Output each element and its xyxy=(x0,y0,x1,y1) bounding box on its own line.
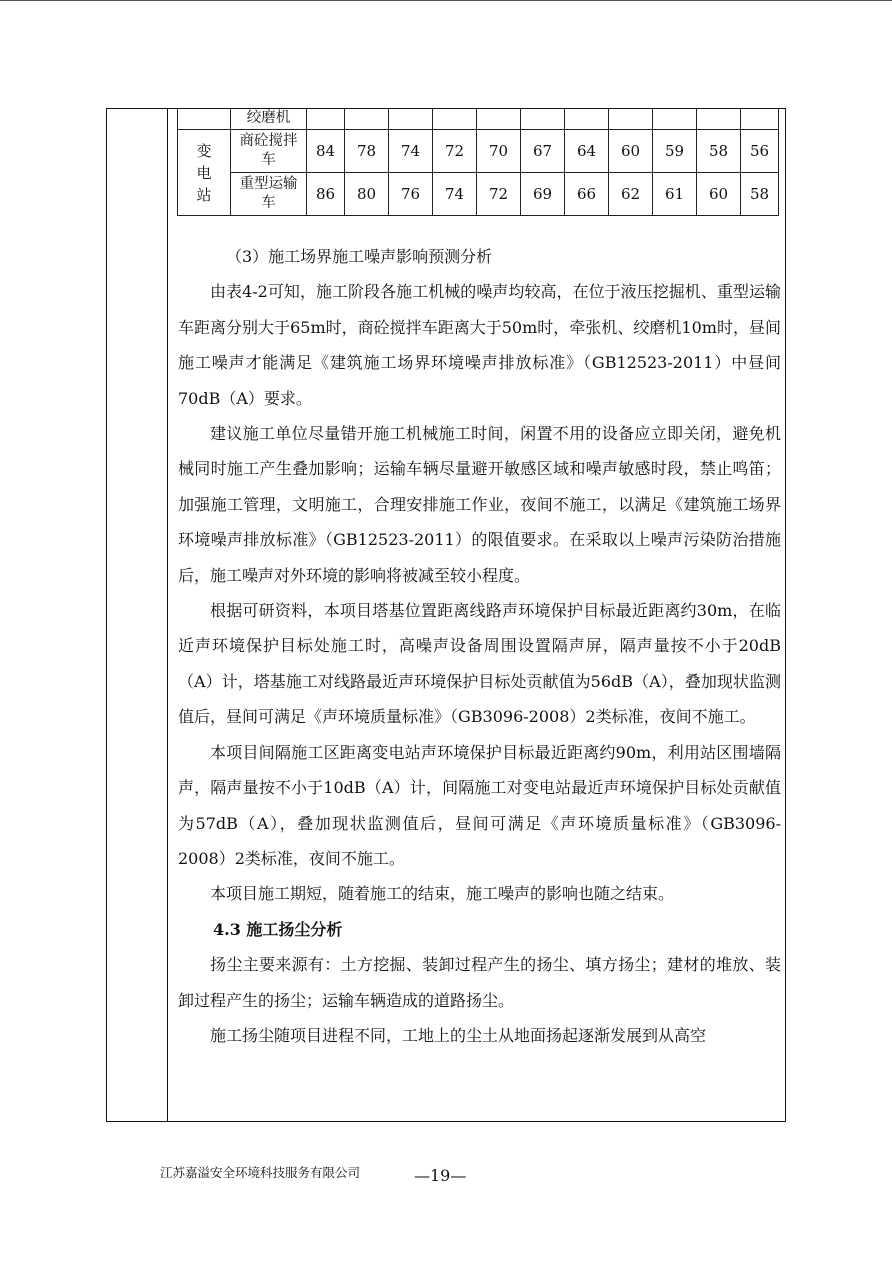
equipment-name: 重型运输车 xyxy=(231,173,307,216)
table-cell xyxy=(477,108,521,130)
paragraph: 根据可研资料，本项目塔基位置距离线路声环境保护目标最近距离约30m，在临近声环境保护目标处施工时，高噪声设备周围设置隔声屏，隔声量按不小于20dB（A）计，塔基施工对线路最近声环境保护目标处贡献值为56dB（A），叠加现状监测值后，昼间可满足《声环境质量标准》（GB3096-2008）2类标准，夜间不施工。 xyxy=(178,601,781,727)
equipment-name: 商砼搅拌车 xyxy=(231,130,307,173)
table-cell xyxy=(178,108,231,130)
noise-value: 61 xyxy=(653,173,697,216)
noise-value: 62 xyxy=(609,173,653,216)
paragraph: 扬尘主要来源有：土方挖掘、装卸过程产生的扬尘、填方扬尘；建材的堆放、装卸过程产生的扬尘；运输车辆造成的道路扬尘。 xyxy=(178,955,781,1010)
noise-value: 84 xyxy=(307,130,345,173)
noise-value: 76 xyxy=(389,173,433,216)
table-row xyxy=(178,173,779,216)
equipment-name: 绞磨机 xyxy=(231,108,307,130)
noise-value: 66 xyxy=(565,173,609,216)
noise-value: 86 xyxy=(307,173,345,216)
noise-value: 72 xyxy=(433,130,477,173)
noise-value: 60 xyxy=(697,173,741,216)
noise-value: 70 xyxy=(477,130,521,173)
noise-value: 69 xyxy=(521,173,565,216)
noise-value: 80 xyxy=(345,173,389,216)
paragraph: 本项目施工期短，随着施工的结束，施工噪声的影响也随之结束。 xyxy=(210,884,675,904)
noise-value: 74 xyxy=(389,130,433,173)
body-text xyxy=(178,239,781,1053)
paragraph: 本项目间隔施工区距离变电站声环境保护目标最近距离约90m，利用站区围墙隔声，隔声量按不小于10dB（A）计，间隔施工对变电站最近声环境保护目标处贡献值为57dB（A），叠加现状监测值后，昼间可满足《声环境质量标准》（GB3096-2008）2类标准，夜间不施工。 xyxy=(178,742,781,868)
noise-value: 60 xyxy=(609,130,653,173)
paragraph: 由表4-2可知，施工阶段各施工机械的噪声均较高，在位于液压挖掘机、重型运输车距离分别大于65m时，商砼搅拌车距离大于50m时，牵张机、绞磨机10m时，昼间施工噪声才能满足《建筑施工场界环境噪声排放标准》（GB12523-2011）中昼间70dB（A）要求。 xyxy=(178,282,781,408)
noise-value: 58 xyxy=(697,130,741,173)
footer-company: 江苏嘉溢安全环境科技服务有限公司 xyxy=(160,1165,361,1180)
table-cell xyxy=(697,108,741,130)
paragraph: 施工扬尘随项目进程不同，工地上的尘土从地面扬起逐渐发展到从高空 xyxy=(210,1025,707,1045)
noise-value: 59 xyxy=(653,130,697,173)
table-cell xyxy=(521,108,565,130)
table-cell xyxy=(433,108,477,130)
table-cell xyxy=(609,108,653,130)
noise-value: 72 xyxy=(477,173,521,216)
table-cell xyxy=(345,108,389,130)
noise-value: 56 xyxy=(741,130,779,173)
table-cell xyxy=(741,108,779,130)
noise-value: 67 xyxy=(521,130,565,173)
page-number: —19— xyxy=(414,1166,467,1185)
table-cell xyxy=(653,108,697,130)
table-cell xyxy=(307,108,345,130)
group-label: 变电站 xyxy=(178,130,231,216)
noise-table xyxy=(177,108,779,216)
section-subheading: （3）施工场界施工噪声影响预测分析 xyxy=(226,247,493,266)
table-cell xyxy=(389,108,433,130)
paragraph: 建议施工单位尽量错开施工机械施工时间，闲置不用的设备应立即关闭，避免机械同时施工产生叠加影响；运输车辆尽量避开敏感区域和噪声敏感时段，禁止鸣笛；加强施工管理，文明施工，合理安排施工作业，夜间不施工，以满足《建筑施工场界环境噪声排放标准》（GB12523-2011）的限值要求。在采取以上噪声污染防治措施后，施工噪声对外环境的影响将被减至较小程度。 xyxy=(178,424,781,585)
noise-value: 64 xyxy=(565,130,609,173)
form-left-column-divider xyxy=(167,108,168,1122)
table-cell xyxy=(565,108,609,130)
noise-value: 78 xyxy=(345,130,389,173)
page-top-rule xyxy=(0,0,892,1)
noise-value: 58 xyxy=(741,173,779,216)
table-row xyxy=(178,130,779,173)
table-row xyxy=(178,108,779,130)
noise-value: 74 xyxy=(433,173,477,216)
section-heading: 4.3 施工扬尘分析 xyxy=(213,919,343,939)
